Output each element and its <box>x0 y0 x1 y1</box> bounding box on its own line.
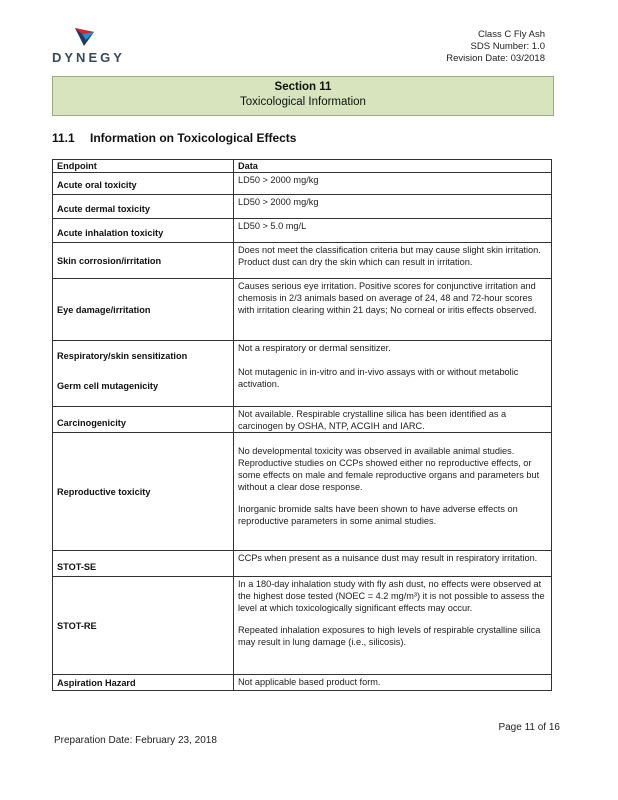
data-cell <box>234 195 552 219</box>
table-row <box>53 433 552 551</box>
sds-number: SDS Number: 1.0 <box>470 41 545 52</box>
toxicology-table <box>52 159 552 691</box>
endpoint-cell: Reproductive toxicity <box>53 433 234 551</box>
endpoint-cell: Acute inhalation toxicity <box>53 219 234 243</box>
page-number: Page 11 of 16 <box>498 722 560 733</box>
data-text: LD50 > 5.0 mg/L <box>238 221 307 231</box>
data-cell <box>234 551 552 577</box>
dynegy-logo-mark-icon <box>72 26 98 48</box>
data-text: Not available. Respirable crystalline silica has been identified as a carcinogen by OSHA, NTP, ACGIH and IARC. <box>238 409 507 431</box>
data-column-header: Data <box>234 160 552 173</box>
table-row <box>53 195 552 219</box>
data-cell <box>234 407 552 433</box>
data-cell <box>234 243 552 279</box>
endpoint-column-header: Endpoint <box>53 160 234 173</box>
table-row <box>53 173 552 195</box>
table-row <box>53 219 552 243</box>
dynegy-logo <box>52 26 132 66</box>
table-row <box>53 551 552 577</box>
data-text: LD50 > 2000 mg/kg <box>238 197 319 207</box>
document-info <box>446 29 545 65</box>
data-cell <box>234 219 552 243</box>
data-text: Inorganic bromide salts have been shown to have adverse effects on reproductive parameters in some animal studies. <box>238 504 518 526</box>
preparation-date: Preparation Date: February 23, 2018 <box>54 735 217 746</box>
table-row <box>53 341 552 407</box>
data-cell <box>234 577 552 675</box>
endpoint-cell <box>53 341 234 407</box>
table-row <box>53 407 552 433</box>
endpoint-cell: Carcinogenicity <box>53 407 234 433</box>
data-cell <box>234 433 552 551</box>
subsection-number: 11.1 <box>52 131 75 145</box>
table-row <box>53 279 552 341</box>
data-cell <box>234 675 552 691</box>
table-row <box>53 577 552 675</box>
section-heading-band <box>52 76 554 116</box>
data-text: Not mutagenic in in-vitro and in-vivo assays with or without metabolic activation. <box>238 367 519 389</box>
endpoint-cell: Skin corrosion/irritation <box>53 243 234 279</box>
data-text: In a 180-day inhalation study with fly ash dust, no effects were observed at the highest dose tested (NOEC = 4.2 mg/m³) it is not possible to assess the level at which toxicologically significant effects may occur. <box>238 579 545 613</box>
data-cell <box>234 341 552 407</box>
section-title: Toxicological Information <box>240 96 366 108</box>
data-text: Not applicable based product form. <box>238 677 381 687</box>
data-text: LD50 > 2000 mg/kg <box>238 175 319 185</box>
data-text: Causes serious eye irritation. Positive scores for conjunctive irritation and chemosis in 2/3 animals based on average of 24, 48 and 72-hour scores with irritation clearing within 21 days; No corneal or iritis effects observed. <box>238 281 537 315</box>
endpoint-label: Respiratory/skin sensitization <box>57 351 188 361</box>
table-header-row <box>53 160 552 173</box>
data-cell <box>234 173 552 195</box>
endpoint-cell: Acute dermal toxicity <box>53 195 234 219</box>
product-name: Class C Fly Ash <box>477 29 545 40</box>
endpoint-cell: Aspiration Hazard <box>53 675 234 691</box>
revision-date: Revision Date: 03/2018 <box>446 53 545 64</box>
data-text: CCPs when present as a nuisance dust may result in respiratory irritation. <box>238 553 538 563</box>
endpoint-cell: STOT-SE <box>53 551 234 577</box>
brand-name: DYNEGY <box>52 50 125 65</box>
endpoint-cell: STOT-RE <box>53 577 234 675</box>
table-row <box>53 675 552 691</box>
endpoint-label: Germ cell mutagenicity <box>57 381 159 391</box>
data-cell <box>234 279 552 341</box>
endpoint-cell: Eye damage/irritation <box>53 279 234 341</box>
endpoint-cell: Acute oral toxicity <box>53 173 234 195</box>
table-row <box>53 243 552 279</box>
subsection-title: Information on Toxicological Effects <box>90 131 297 145</box>
section-number: Section 11 <box>274 81 332 93</box>
data-text: Not a respiratory or dermal sensitizer. <box>238 343 391 353</box>
data-text: Does not meet the classification criteria but may cause slight skin irritation. Product dust can dry the skin which can result in irritation. <box>238 245 541 267</box>
data-text: No developmental toxicity was observed in available animal studies. Reproductive studies on CCPs showed either no reproductive effects, or some effects on male and female reproductive organs and parameters but without a clear dose response. <box>238 446 540 492</box>
subsection-heading <box>52 131 296 145</box>
data-text: Repeated inhalation exposures to high levels of respirable crystalline silica may result in lung damage (i.e., silicosis). <box>238 625 541 647</box>
